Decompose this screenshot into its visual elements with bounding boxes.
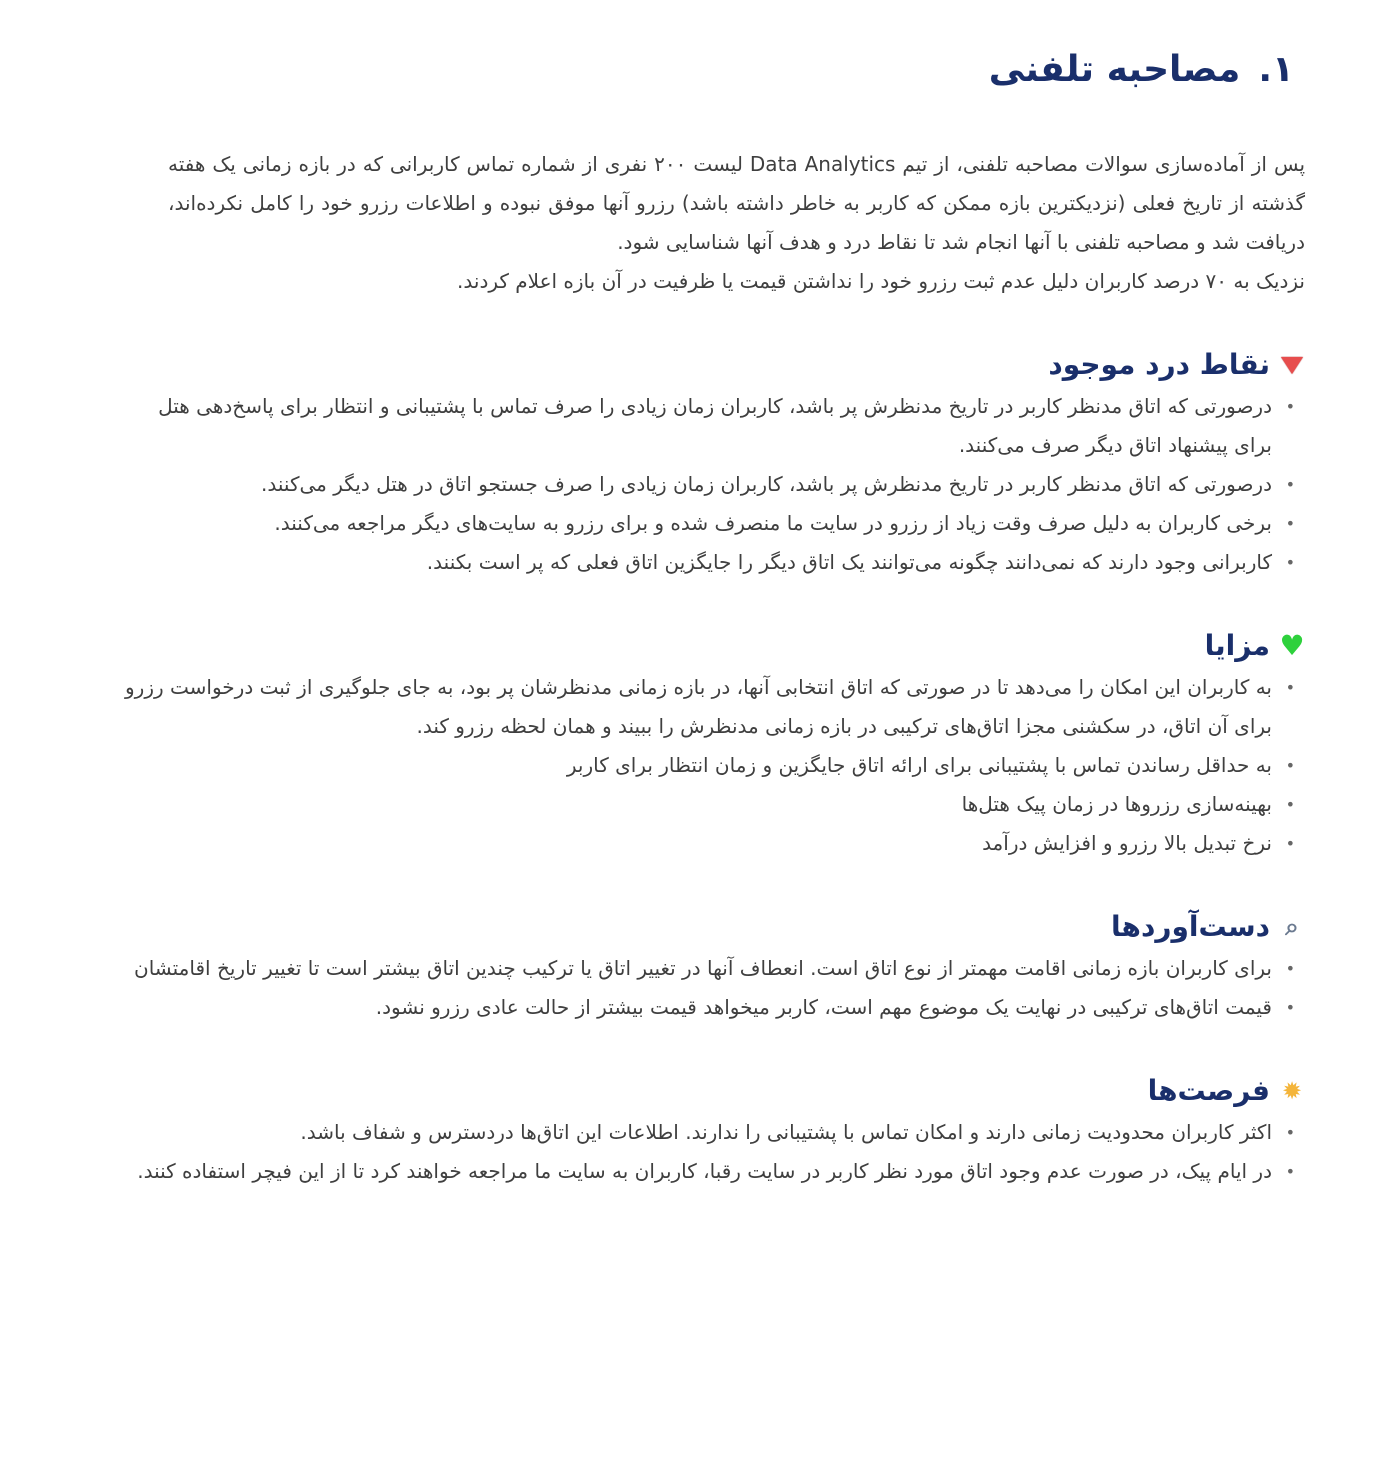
opportunities-section bbox=[120, 1069, 1305, 1191]
page-title bbox=[120, 42, 1305, 98]
opportunities-heading bbox=[120, 1069, 1305, 1113]
pain-points-heading bbox=[120, 343, 1305, 387]
achievements-list bbox=[120, 949, 1305, 1027]
title-number: ۱. bbox=[1258, 49, 1294, 90]
intro-section bbox=[168, 145, 1305, 301]
list-item: • درصورتی که اتاق مدنظر کاربر در تاریخ مدنظرش پر باشد، کاربران زمان زیادی را صرف جستجو اتاق در هتل دیگر می‌کنند. bbox=[120, 465, 1272, 504]
list-item: • به کاربران این امکان را می‌دهد تا در صورتی که اتاق انتخابی آنها، در بازه زمانی مدنظرشان پر بود، به جای جلوگیری از ثبت درخواست رزرو برای آن اتاق، در سکشنی مجزا اتاق‌های ترکیبی در بازه زمانی مدنظرش را ببیند و همان لحظه رزرو کند. bbox=[120, 668, 1272, 746]
list-item: • قیمت اتاق‌های ترکیبی در نهایت یک موضوع مهم است، کاربر میخواهد قیمت بیشتر از حالت عادی رزرو نشود. bbox=[120, 988, 1272, 1027]
achievements-section bbox=[120, 905, 1305, 1027]
intro-paragraph-1: پس از آماده‌سازی سوالات مصاحبه تلفنی، از تیم Data Analytics لیست ۲۰۰ نفری از شماره تماس کاربرانی که در بازه زمانی یک هفته گذشته از تاریخ فعلی (نزدیکترین بازه ممکن که کاربر به خاطر داشته باشد) رزرو آنها موفق نبوده و اطلاعات رزرو خود را کامل نکرده‌اند، دریافت شد و مصاحبه تلفنی با آنها انجام شد تا نقاط درد و هدف آنها شناسایی شود. bbox=[168, 152, 1306, 254]
pain-points-list bbox=[120, 387, 1305, 582]
list-item: • نرخ تبدیل بالا رزرو و افزایش درآمد bbox=[120, 824, 1272, 863]
list-item: • برای کاربران بازه زمانی اقامت مهمتر از نوع اتاق است. انعطاف آنها در تغییر اتاق یا ترکیب چندین اتاق بیشتر است تا تغییر تاریخ اقامتشان bbox=[120, 949, 1272, 988]
list-item: • اکثر کاربران محدودیت زمانی دارند و امکان تماس با پشتیبانی را ندارند. اطلاعات این اتاق‌ها دردسترس و شفاف باشد. bbox=[120, 1113, 1272, 1152]
list-item: • برخی کاربران به دلیل صرف وقت زیاد از رزرو در سایت ما منصرف شده و برای رزرو به سایت‌های دیگر مراجعه می‌کنند. bbox=[120, 504, 1272, 543]
list-item: • در ایام پیک، در صورت عدم وجود اتاق مورد نظر کاربر در سایت رقبا، کاربران به سایت ما مراجعه خواهند کرد تا از این فیچر استفاده کنند. bbox=[120, 1152, 1272, 1191]
list-item: • کاربرانی وجود دارند که نمی‌دانند چگونه می‌توانند یک اتاق دیگر را جایگزین اتاق فعلی که پر است بکنند. bbox=[120, 543, 1272, 582]
title-text: مصاحبه تلفنی bbox=[988, 49, 1241, 90]
pain-points-section bbox=[120, 343, 1305, 582]
benefits-list bbox=[120, 668, 1305, 863]
benefits-heading bbox=[120, 624, 1305, 668]
green-heart-icon: ♥ bbox=[1279, 629, 1305, 662]
intro-paragraph-2: نزدیک به ۷۰ درصد کاربران دلیل عدم ثبت رزرو خود را نداشتن قیمت یا ظرفیت در آن بازه اعلام کردند. bbox=[457, 269, 1305, 293]
achievements-title: دست‌آوردها bbox=[1111, 910, 1270, 943]
red-triangle-icon bbox=[1279, 352, 1305, 378]
benefits-title: مزایا bbox=[1204, 629, 1270, 662]
dizzy-star-icon: ✹ bbox=[1281, 1077, 1303, 1105]
list-item: • بهینه‌سازی رزروها در زمان پیک هتل‌ها bbox=[120, 785, 1272, 824]
pain-points-title: نقاط درد موجود bbox=[1048, 348, 1270, 381]
opportunities-list bbox=[120, 1113, 1305, 1191]
achievements-heading bbox=[120, 905, 1305, 949]
benefits-section bbox=[120, 624, 1305, 863]
magnifier-icon: ⌕ bbox=[1285, 913, 1299, 941]
list-item: • به حداقل رساندن تماس با پشتیبانی برای ارائه اتاق جایگزین و زمان انتظار برای کاربر bbox=[120, 746, 1272, 785]
opportunities-title: فرصت‌ها bbox=[1147, 1074, 1270, 1107]
list-item: • درصورتی که اتاق مدنظر کاربر در تاریخ مدنظرش پر باشد، کاربران زمان زیادی را صرف تماس با پشتیبانی و انتظار برای پاسخ‌دهی هتل برای پیشنهاد اتاق دیگر صرف می‌کنند. bbox=[120, 387, 1272, 465]
